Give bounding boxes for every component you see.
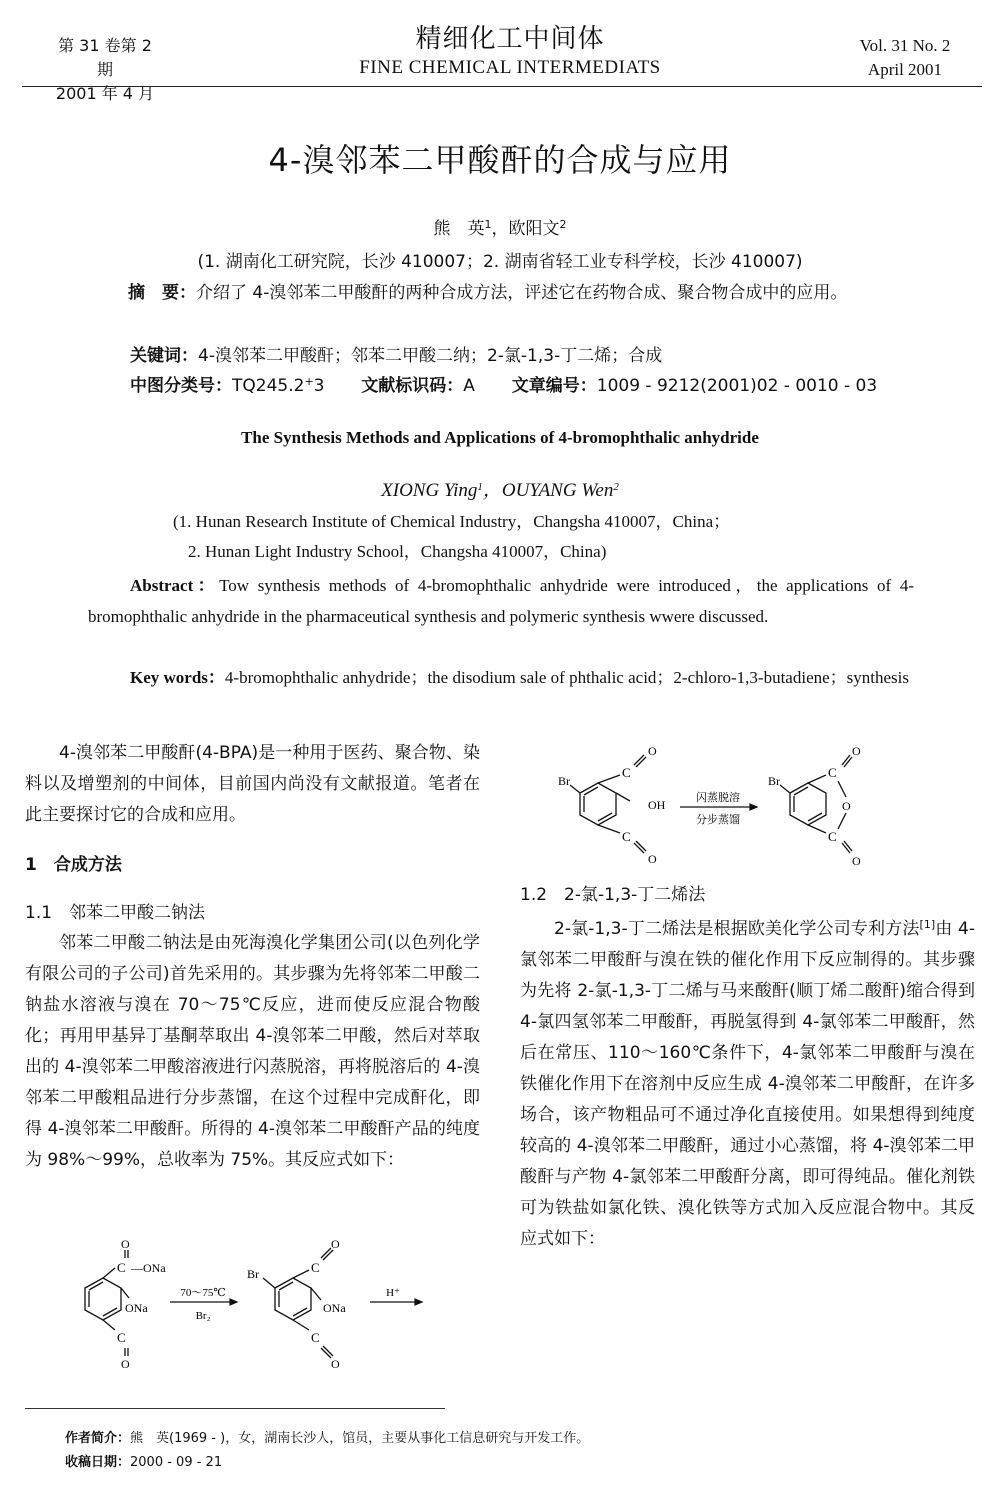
- author-1-mark: 1: [484, 218, 492, 231]
- title-en: The Synthesis Methods and Applications of 4-bromophthalic anhydride: [241, 428, 759, 447]
- keywords-en-label: Key words：: [130, 668, 225, 687]
- affiliation-en-1: (1. Hunan Research Institute of Chemical Industry，Changsha 410007，China；: [173, 512, 731, 531]
- journal-name-en: FINE CHEMICAL INTERMEDIATS: [359, 57, 661, 78]
- author-2-en-mark: 2: [613, 481, 619, 493]
- issue-volume: 第 31 卷第 2 期: [58, 36, 152, 79]
- section-1-2-heading: 1.2 2-氯-1,3-丁二烯法: [520, 885, 706, 905]
- authors-en: [0, 478, 1000, 504]
- issue-volume-en: Vol. 31 No. 2: [859, 36, 951, 55]
- received-date-value: 2000 - 09 - 21: [130, 1455, 223, 1470]
- s-ona1: —ONa: [131, 1261, 166, 1275]
- affiliation-en-2: 2. Hunan Light Industry School，Changsha 410007，China): [188, 542, 607, 561]
- keywords-cn-text: 4-溴邻苯二甲酸酐；邻苯二甲酸二纳；2-氯-1,3-丁二烯；合成: [198, 346, 663, 366]
- article-no-label: 文章编号：: [511, 376, 597, 396]
- author-1-en-mark: 1: [477, 481, 483, 493]
- author-2-en: OUYANG Wen: [501, 480, 614, 501]
- bromophthalic-acid-structure: [570, 755, 646, 853]
- reaction-scheme-2: [540, 745, 940, 870]
- issue-info: [50, 34, 160, 106]
- intro-paragraph: 4-溴邻苯二甲酸酐(4-BPA)是一种用于医药、聚合物、染料以及增塑剂的中间体，目前国内尚没有文献报道。笔者在此主要探讨它的合成和应用。: [25, 743, 480, 825]
- i-c1: C: [311, 1260, 320, 1275]
- journal-name: [300, 22, 720, 80]
- r-o2: O: [648, 852, 657, 866]
- author-separator: ，: [491, 219, 509, 239]
- clc-suffix: 3: [313, 376, 325, 396]
- received-date-label: 收稿日期：: [65, 1455, 131, 1470]
- arrow-3-top: 闪蒸脱溶: [696, 791, 740, 804]
- authors-cn: [0, 217, 1000, 241]
- arrow-2-reagent: H⁺: [386, 1287, 400, 1299]
- issue-date: 2001 年 4 月: [55, 84, 155, 103]
- author-2: 欧阳文: [508, 219, 560, 239]
- section-1-heading: 1 合成方法: [25, 855, 122, 875]
- header-rule: [22, 86, 982, 87]
- r-br: Br: [558, 774, 570, 788]
- article-no-value: 1009 - 9212(2001)02 - 0010 - 03: [596, 376, 878, 396]
- doc-code-value: A: [463, 376, 475, 396]
- keywords-cn-label: 关键词：: [130, 346, 198, 366]
- abstract-en: [88, 570, 914, 632]
- abstract-en-text: Tow synthesis methods of 4-bromophthalic anhydride were introduced，the applications of 4-bromophthalic anhydride in the pharmaceutical synthesis and polymeric synthesis wwere discussed.: [88, 576, 914, 626]
- p-o1: O: [852, 745, 861, 758]
- r-c2: C: [622, 829, 631, 844]
- issue-info-en: [835, 34, 975, 82]
- clc-sup: +: [304, 375, 314, 388]
- i-ona: ONa: [323, 1301, 346, 1315]
- abstract-cn: [88, 278, 918, 308]
- i-o1: O: [331, 1240, 340, 1251]
- arrow-1-condition: 70～75℃: [180, 1287, 226, 1299]
- arrow-3-bottom: 分步蒸馏: [696, 813, 740, 826]
- citation-1: [1]: [919, 918, 936, 931]
- clc-label: 中图分类号：: [130, 376, 232, 396]
- abstract-en-label: Abstract：: [130, 576, 220, 595]
- arrow-3: [680, 804, 757, 810]
- author-bio: [65, 1428, 589, 1450]
- page-title: 4-溴邻苯二甲酸酐的合成与应用: [268, 141, 732, 179]
- classification-line: [130, 372, 950, 400]
- s-c2: C: [117, 1330, 126, 1345]
- p-o2: O: [852, 854, 861, 868]
- reaction-scheme-1: [25, 1240, 485, 1370]
- section-1-2-text-a: 2-氯-1,3-丁二烯法是根据欧美化学公司专利方法: [554, 919, 920, 939]
- arrow-2: [370, 1299, 422, 1305]
- received-date: [65, 1452, 222, 1474]
- i-c2: C: [311, 1330, 320, 1345]
- i-o2: O: [331, 1357, 340, 1370]
- section-1-1-paragraph: 邻苯二甲酸二钠法是由死海溴化学集团公司(以色列化学有限公司的子公司)首先采用的。其步骤为先将邻苯二甲酸二钠盐水溶液与溴在 70～75℃反应，进而使反应混合物酸化；再用甲基异丁基酮萃取出 4-溴邻苯二甲酸，然后对萃取出的 4-溴邻苯二甲酸溶液进行闪蒸脱溶，再将脱溶后的 4-溴邻苯二甲酸粗品进行分步蒸馏，在这个过程中完成酐化，即得 4-溴邻苯二甲酸酐。所得的 4-溴邻苯二甲酸酐产品的纯度为 98%～99%，总收率为 75%。其反应式如下：: [25, 933, 480, 1170]
- r-oh: OH: [648, 798, 666, 812]
- s-ona2: ONa: [125, 1301, 148, 1315]
- p-o-ring: O: [842, 799, 851, 813]
- section-1-2-text-b: 由 4-氯邻苯二甲酸酐与溴在铁的催化作用下反应制得的。其步骤为先将 2-氯-1,3-丁二烯与马来酸酐(顺丁烯二酸酐)缩合得到 4-氯四氢邻苯二甲酸酐，再脱氢得到 4-氯邻苯二甲酸酐，然后在常压、110～160℃条件下，4-氯邻苯二甲酸酐与溴在铁催化作用下在溶剂中反应生成 4-溴邻苯二甲酸酐，在许多场合，该产物粗品可不通过净化直接使用。如果想得到纯度较高的 4-溴邻苯二甲酸酐，通过小心蒸馏，将 4-溴邻苯二甲酸酐与产物 4-氯邻苯二甲酸酐分离，即可得纯品。催化剂铁可为铁盐如氯化铁、溴化铁等方式加入反应混合物中。其反应式如下：: [520, 919, 975, 1249]
- doc-code-label: 文献标识码：: [361, 376, 464, 396]
- issue-date-en: April 2001: [867, 60, 943, 79]
- p-c2: C: [828, 829, 837, 844]
- arrow-1-reagent: Br₂: [195, 1310, 211, 1322]
- r-c1: C: [622, 765, 631, 780]
- author-bio-text: 熊 英(1969 - )，女，湖南长沙人，馆员，主要从事化工信息研究与开发工作。: [130, 1431, 590, 1446]
- abstract-cn-text: 介绍了 4-溴邻苯二甲酸酐的两种合成方法，评述它在药物合成、聚合物合成中的应用。: [196, 283, 848, 303]
- arrow-1: [170, 1299, 237, 1305]
- footnote-rule: [25, 1408, 445, 1409]
- p-c1: C: [828, 765, 837, 780]
- s-c1: C: [117, 1260, 126, 1275]
- journal-name-cn: 精细化工中间体: [415, 24, 605, 54]
- s-o2: O: [121, 1357, 130, 1370]
- keywords-en: [88, 662, 914, 693]
- p-br: Br: [768, 774, 780, 788]
- section-1-2-paragraph: [520, 914, 975, 1255]
- keywords-cn: [130, 342, 930, 370]
- author-bio-label: 作者简介：: [65, 1431, 131, 1446]
- clc-value: TQ245.2: [232, 376, 305, 396]
- author-1: 熊 英: [433, 219, 485, 239]
- affiliation-cn: (1. 湖南化工研究院，长沙 410007；2. 湖南省轻工业专科学校，长沙 410007): [197, 252, 803, 272]
- author-en-separator: ，: [482, 480, 502, 501]
- s-o1: O: [121, 1240, 130, 1251]
- author-1-en: XIONG Ying: [381, 480, 478, 501]
- r-o1: O: [648, 745, 657, 758]
- abstract-cn-label: 摘 要：: [128, 283, 196, 303]
- i-br: Br: [247, 1267, 259, 1281]
- section-1-1-heading: 1.1 邻苯二甲酸二钠法: [25, 903, 206, 923]
- keywords-en-text: 4-bromophthalic anhydride；the disodium sale of phthalic acid；2-chloro-1,3-butadiene；synthesis: [224, 668, 910, 687]
- author-2-mark: 2: [559, 218, 567, 231]
